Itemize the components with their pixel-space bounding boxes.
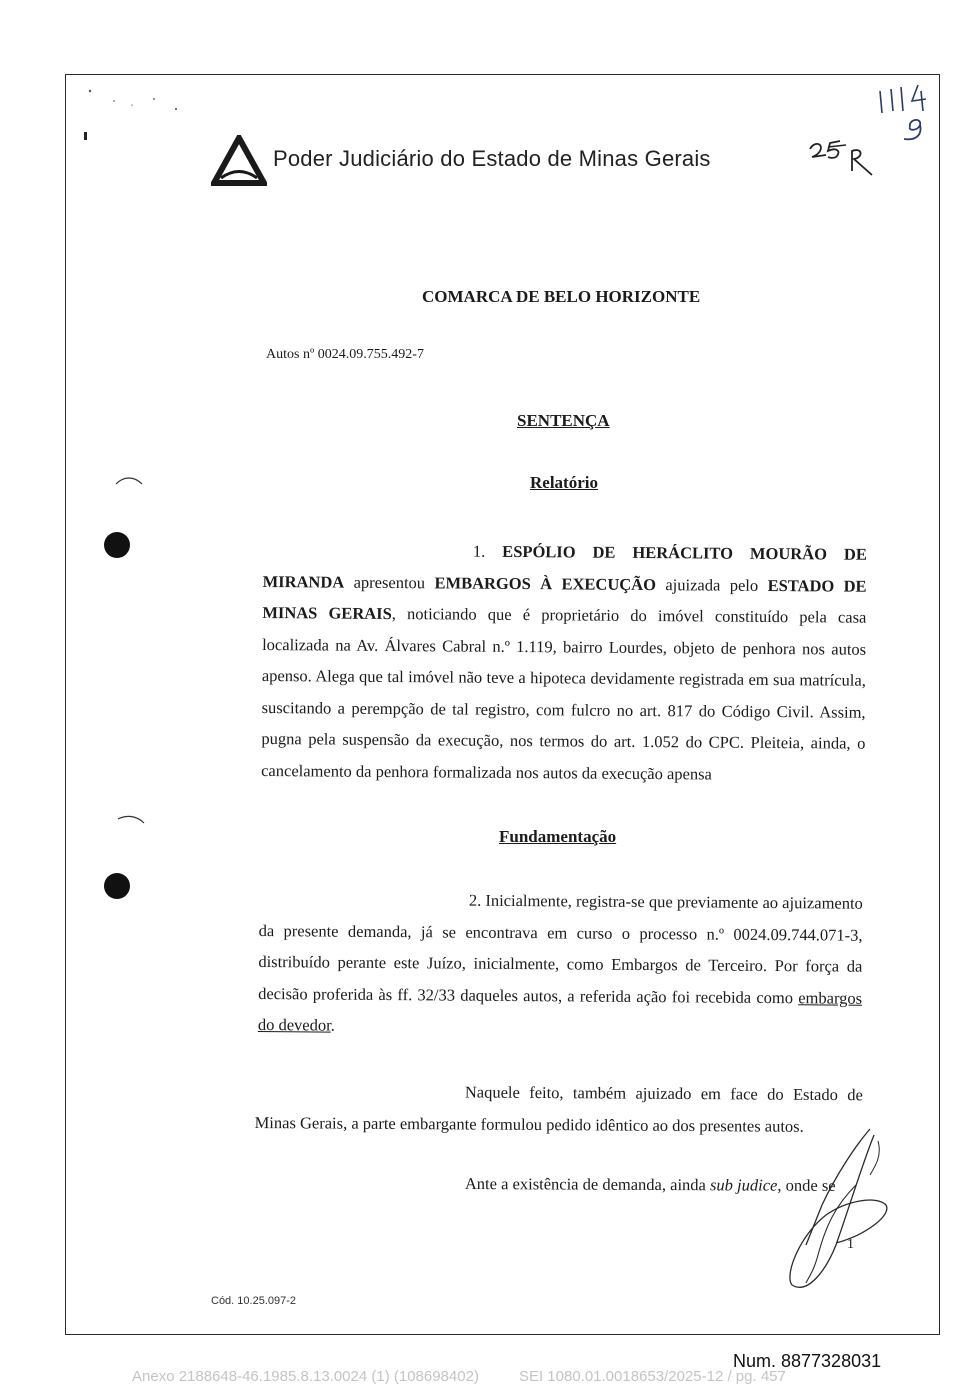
comarca-heading: COMARCA DE BELO HORIZONTE: [422, 287, 701, 306]
relatorio-heading: Relatório: [530, 473, 598, 492]
embargos-do-devedor-text: embargos do devedor: [257, 987, 863, 1035]
paragraph-1-text-b: ajuizada pelo: [655, 574, 768, 595]
paragraph-2-number: 2.: [468, 890, 482, 910]
case-number: Autos nº 0024.09.755.492-7: [266, 347, 424, 362]
handwritten-sheet-mark: [806, 135, 886, 185]
paragraph-1: [261, 534, 867, 791]
scan-tick-mark: [84, 132, 87, 140]
paragraph-3-text: Naquele feito, também ajuizado em face do Estado de Minas Gerais, a parte embargante formulou pedido idêntico ao dos presentes autos.: [254, 1082, 863, 1136]
paragraph-2-text-b: .: [330, 1015, 335, 1035]
sentenca-heading: SENTENÇA: [517, 411, 610, 430]
paragraph-2-text-a: Inicialmente, registra-se que previamente ao ajuizamento da presente demanda, já se encontrava em curso o processo n.º 0024.09.744.071-3, distribuído perante este Juízo, inicialmente, como Embargos de Terceiro. Por força da decisão proferida às ff. 32/33 daqueles autos, a referida ação foi recebida como: [258, 890, 863, 1007]
action-name: EMBARGOS À EXECUÇÃO: [434, 572, 657, 594]
court-title: Poder Judiciário do Estado de Minas Gerais: [273, 146, 711, 171]
binder-hole: [104, 532, 130, 558]
punch-guide-mark: [116, 813, 146, 827]
footer-watermark: [132, 1368, 786, 1385]
punch-guide-mark: [114, 474, 144, 488]
paragraph-1-text-a: apresentou: [344, 572, 435, 592]
paragraph-2: [258, 883, 863, 1045]
document-id-stamp: Num. 8877328031: [733, 1351, 882, 1371]
document-page: [65, 74, 940, 1335]
party-name: ESPÓLIO DE HERÁCLITO MOURÃO DE MIRANDA: [262, 541, 867, 592]
judge-signature: [766, 1125, 896, 1295]
paragraph-4-text-a: Ante a existência de demanda, ainda: [464, 1173, 711, 1195]
judiciary-logo-icon: [211, 135, 267, 187]
paragraph-1-text-c: , noticiando que é proprietário do imóvel constituído pela casa localizada na Av. Álvares Cabral n.º 1.119, bairro Lourdes, objeto de penhora nos autos apenso. Alega que tal imóvel não teve a hipoteca devidamente registrada em sua matrícula, suscitando a perempção de tal registro, com fulcro no art. 817 do Código Civil. Assim, pugna pela suspensão da execução, nos termos do art. 1.052 do CPC. Pleiteia, ainda, o cancelamento da penhora formalizada nos autos da execução apensa: [261, 604, 867, 784]
page-number: 1: [847, 1237, 854, 1252]
paragraph-4-text-b: , onde se: [777, 1175, 836, 1195]
form-code: Cód. 10.25.097-2: [211, 1295, 297, 1307]
scan-specks: [84, 81, 224, 141]
footer-sei: SEI 1080.01.0018653/2025-12 / pg. 457: [518, 1368, 786, 1385]
footer-annex: Anexo 2188648-46.1985.8.13.0024 (1) (108698402): [132, 1368, 479, 1385]
defendant-name: ESTADO DE MINAS GERAIS: [262, 575, 867, 624]
handwritten-folio-number: [874, 81, 934, 143]
binder-hole: [104, 873, 130, 899]
paragraph-1-number: 1.: [472, 541, 486, 561]
sub-judice-text: sub judice: [709, 1175, 778, 1195]
fundamentacao-heading: Fundamentação: [499, 827, 617, 846]
